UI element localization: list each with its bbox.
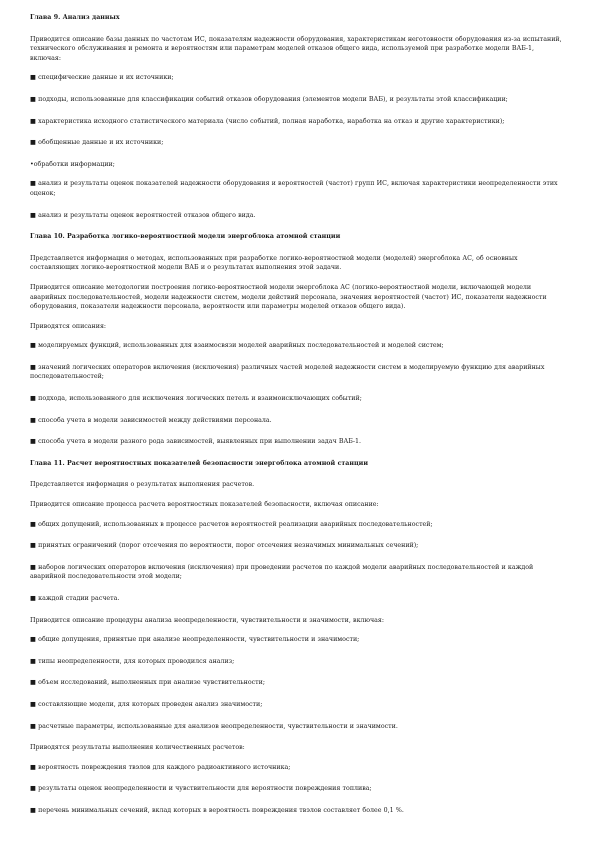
sub-label: •обработки информации;	[30, 160, 115, 168]
chapter-heading: Глава 11. Расчет вероятностных показателей безопасности энергоблока атомной станции	[30, 459, 368, 467]
list-item: ■ подхода, использованного для исключения логических петель и взаимоисключающих событий;	[30, 395, 362, 403]
list-item: ■ подходы, использованные для классификации событий отказов оборудования (элементов модели ВАБ), и результаты этой классификации;	[30, 95, 508, 103]
list-item: ■ моделируемых функций, использованных для взаимосвязи моделей аварийных последовательностей и моделей систем;	[30, 342, 444, 350]
list-item: ■ вероятность повреждения твэлов для каждого радиоактивного источника;	[30, 763, 291, 771]
list-item: ■ способа учета в модели зависимостей между действиями персонала.	[30, 416, 272, 424]
list-item: ■ перечень минимальных сечений, вклад которых в вероятность повреждения твэлов составляет более 0,1 %.	[30, 806, 404, 814]
list-item: ■ значений логических операторов включения (исключения) различных частей моделей надежности систем в моделируемую функцию для аварийных последовательностей;	[30, 363, 545, 381]
paragraph: Приводится описание базы данных по частотам ИС, показателям надежности оборудования, характеристикам неготовности оборудования из-за испытаний, технического обслуживания и ремонта и вероятностям или параметрам моделей отказов общего вида, используемой при разработке модели ВАБ-1, включая:	[30, 35, 562, 62]
paragraph: Представляется информация о методах, использованных при разработке логико-вероятностной модели (моделей) энергоблока АС, об основных составляющих логико-вероятностной модели ВАБ и о результатах выполнения этой задачи.	[30, 254, 518, 272]
list-item: ■ составляющие модели, для которых проведен анализ значимости;	[30, 700, 263, 708]
list-item: ■ типы неопределенности, для которых проводился анализ;	[30, 657, 235, 665]
list-item: ■ обобщенные данные и их источники;	[30, 139, 164, 147]
list-item: ■ результаты оценок неопределенности и чувствительности для вероятности повреждения топлива;	[30, 785, 372, 793]
paragraph: Приводится описание методологии построения логико-вероятностной модели энергоблока АС (логико-вероятностной модели, включающей модели аварийных последовательностей, модели надежности систем, модели действий персонала, значения вероятностей (частот) ИС, показатели надежности оборудования, показатели надежности персонала, вероятности или параметры моделей отказов общего вида).	[30, 283, 547, 311]
list-item: ■ принятых ограничений (порог отсечения по вероятности, порог отсечения незначимых минимальных сечений);	[30, 542, 419, 550]
list-item: ■ расчетные параметры, использованные для анализов неопределенности, чувствительности и значимости.	[30, 722, 398, 730]
list-item: ■ общих допущений, использованных в процессе расчетов вероятностей реализации аварийных последовательностей;	[30, 520, 433, 528]
paragraph: Приводятся описания:	[30, 322, 107, 330]
list-item: ■ способа учета в модели разного рода зависимостей, выявленных при выполнении задач ВАБ-1.	[30, 438, 362, 446]
list-item: ■ каждой стадии расчета.	[30, 595, 120, 602]
list-item: ■ характеристика исходного статистического материала (число событий, полная наработка, наработка на отказ и другие характеристики);	[30, 117, 505, 125]
chapter-heading: Глава 9. Анализ данных	[30, 14, 120, 21]
section-chapter-11	[30, 459, 567, 816]
section-chapter-10	[30, 232, 567, 447]
section-chapter-9	[30, 13, 567, 220]
list-item: ■ наборов логических операторов включения (исключения) при проведении расчетов по каждой модели аварийных последовательностей и каждой аварийной последовательности этой модели;	[30, 563, 534, 581]
paragraph: Представляется информация о результатах выполнения расчетов.	[30, 481, 255, 489]
list-item: ■ анализ и результаты оценок вероятностей отказов общего вида.	[30, 211, 256, 219]
paragraph: Приводятся результаты выполнения количественных расчетов:	[30, 744, 245, 752]
list-item: ■ специфические данные и их источники;	[30, 74, 174, 82]
paragraph: Приводится описание процедуры анализа неопределенности, чувствительности и значимости, включая:	[30, 616, 385, 624]
chapter-heading: Глава 10. Разработка логико-вероятностной модели энергоблока атомной станции	[30, 233, 341, 241]
list-item: ■ общие допущения, принятые при анализе неопределенности, чувствительности и значимости;	[30, 636, 360, 644]
list-item: ■ анализ и результаты оценок показателей надежности оборудования и вероятностей (частот) групп ИС, включая характеристики неопределенности этих оценок;	[30, 180, 558, 197]
list-item: ■ объем исследований, выполненных при анализе чувствительности;	[30, 679, 265, 687]
paragraph: Приводится описание процесса расчета вероятностных показателей безопасности, включая описание:	[30, 501, 379, 509]
